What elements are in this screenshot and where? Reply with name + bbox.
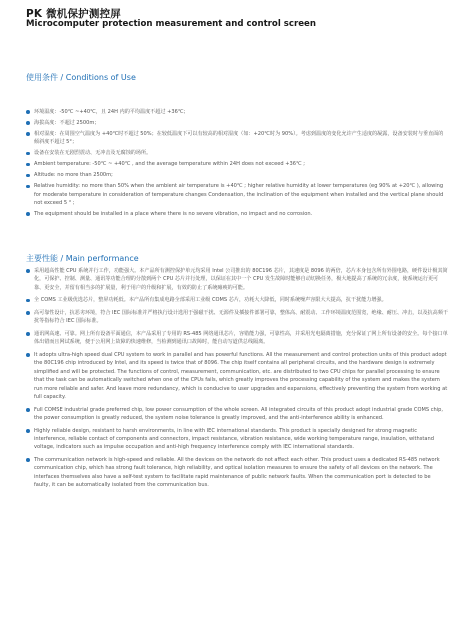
main-performance-list	[26, 267, 448, 494]
condition-item	[26, 130, 448, 147]
feature-item	[26, 406, 448, 423]
conditions-heading: 使用条件 / Conditions of Use	[26, 73, 136, 82]
feature-item	[26, 330, 448, 347]
bullet-dot-icon	[26, 132, 30, 136]
feature-text: 高可靠性设计，抗恶劣环境，符合 IEC 国际标准并严格执行设计选用于强磁干扰、无源件及插接件部署可靠，整体高、耐震动、工作环境温度范围宽，绝缘、耐压、冲击，以及抗高频干扰等指标符合 IEC 国际标准。	[34, 310, 448, 325]
bullet-dot-icon	[26, 311, 30, 315]
condition-text: Altitude: no more than 2500m;	[34, 172, 113, 179]
condition-item	[26, 149, 448, 157]
feature-text: 全 COMS 工业级优选芯片，整屏功耗低。本产品所有集成电路全部采用工业级 COMS 芯片，功耗大大降低，同时系统噪声容限大大提高，抗干扰能力增强。	[34, 297, 387, 304]
page-title-chinese: PK 微机保护测控屏	[26, 8, 121, 20]
bullet-dot-icon	[26, 174, 30, 178]
main-performance-heading: 主要性能 / Main performance	[26, 254, 139, 263]
feature-text: 采用超高性能 CPU 系统并行工作，功能强大。本产品所有测控保护单元均采用 Intel 公司推出的 80C196 芯片，其速度是 8096 的两倍，芯片本身包含所有外围电路，硬件设计极其简化，可保护、控制、测量、通讯等功能合理的分散到两个 CPU 芯片并行处理，以保证在其中一个 CPU 发生故障时能够自动切换任务，极大地提高了系统的冗余度，使系统运行更可靠、更安全，并留有相当多的扩展量，利于用户的升级和扩展，有效的防止了系统瘫痪的可能。	[34, 268, 448, 291]
bullet-dot-icon	[26, 152, 30, 156]
feature-item	[26, 296, 448, 304]
bullet-dot-icon	[26, 212, 30, 216]
condition-item	[26, 182, 448, 207]
feature-text: Highly reliable design, resistant to harsh environments, in line with IEC international standards. This product is specially designed for strong magnetic interference, reliable contact of components and connectors, impact resistance, vibration resistance, wide working temperature range, insulation, withstand voltage, indicators such as impulse occupation and anti-high frequency interference comply with IEC international standards.	[34, 427, 434, 451]
condition-item	[26, 171, 448, 179]
feature-item	[26, 456, 448, 490]
conditions-list	[26, 108, 448, 221]
condition-text: 相对湿度：在周围空气温度为 +40℃时不超过 50%；在较低温度下可以有较高的相对湿度（如：+20℃时为 90%）。考虑到温度的变化允许产生适度的凝露，设备安装时与垂直面的倾斜度不超过 5°；	[34, 131, 444, 146]
condition-item	[26, 160, 448, 168]
condition-text: Ambient temperature: -50℃ ~ +40℃ , and the average temperature within 24H does not exceed +36℃ ;	[34, 161, 306, 168]
feature-item	[26, 309, 448, 326]
condition-text: The equipment should be installed in a place where there is no severe vibration, no impact and no corrosion.	[34, 211, 313, 218]
bullet-dot-icon	[26, 458, 30, 462]
bullet-dot-icon	[26, 163, 30, 167]
feature-item	[26, 267, 448, 292]
bullet-dot-icon	[26, 299, 30, 303]
condition-text: 海拔高度：不超过 2500m；	[34, 120, 100, 126]
feature-item	[26, 351, 448, 401]
bullet-dot-icon	[26, 429, 30, 433]
condition-text: 环境温度：-50℃ ~+40℃，且 24H 内的平均温度不超过 +36℃；	[34, 109, 189, 115]
condition-item	[26, 210, 448, 218]
feature-text: The communication network is high-speed and reliable. All the devices on the network do not affect each other. This product uses a dedicated RS-485 network communication chip, which has strong fault tolerance, high reliability, and optical isolation measures to ensure the safety of all devices on the network. The interfaces themselves also have a self-test system to facilitate rapid maintenance of public network faults. When the communication port is detected to be faulty, it can be automatically isolated from the communication bus.	[34, 457, 440, 489]
bullet-dot-icon	[26, 332, 30, 336]
bullet-dot-icon	[26, 353, 30, 357]
bullet-dot-icon	[26, 408, 30, 412]
feature-text: Full COMSE industrial grade preferred chip, low power consumption of the whole screen. All integrated circuits of this product adopt industrial grade COMS chip, the power consumption is greatly reduced, the system noise tolerance is greatly improved, and the anti-interference ability is enhanced.	[34, 406, 444, 422]
page-title-english: Microcomputer protection measurement and control screen	[26, 19, 316, 29]
bullet-dot-icon	[26, 110, 30, 114]
condition-item	[26, 119, 448, 127]
condition-item	[26, 108, 448, 116]
feature-text: It adopts ultra-high speed dual CPU system to work in parallel and has powerful functions. All the measurement and control protection units of this product adopt the 80C196 chip introduced by Intel, and its speed is twice that of 8096. The chip itself contains all peripheral circuits, and the hardware design is extremely simplified and will be protected. The functions of control, measurement, communication, etc. are distributed to two CPU chips for parallel processing to ensure that the task can be automatically switched when one of the CPUs fails, which greatly improves the processing capability of the system and makes the system run more reliable and safer. And leave more redundancy, which is conducive to user upgrades and expansions, effectively preventing the system from working at full capacity.	[34, 352, 448, 401]
feature-text: 通讯网高速、可靠。网上所有设备平面通信，本产品采用了专用的 RS-485 网络通讯芯片，容错能力强，可靠性高，并采用光电隔离措施，充分保证了网上所有设备的安全。每个接口单体出错而且网试系统，便于公用网上故障的快速维修，当检测到通讯口故障时，能自动写道供总线隔离。	[34, 331, 448, 346]
bullet-dot-icon	[26, 269, 30, 273]
condition-text: Relative humidity: no more than 50% when the ambient air temperature is +40℃ ; higher relative humidity at lower temperatures (eg 90% at +20℃ ), allowing for moderate temperature in consideration of temperature changes Condensation, the inclination of the equipment when installed and the vertical plane should not exceed 5 ° ;	[34, 183, 444, 207]
condition-text: 设备在安装在无剧烈震动、无冲击及无腐蚀的场所。	[34, 150, 152, 157]
bullet-dot-icon	[26, 185, 30, 189]
bullet-dot-icon	[26, 121, 30, 125]
feature-item	[26, 427, 448, 452]
